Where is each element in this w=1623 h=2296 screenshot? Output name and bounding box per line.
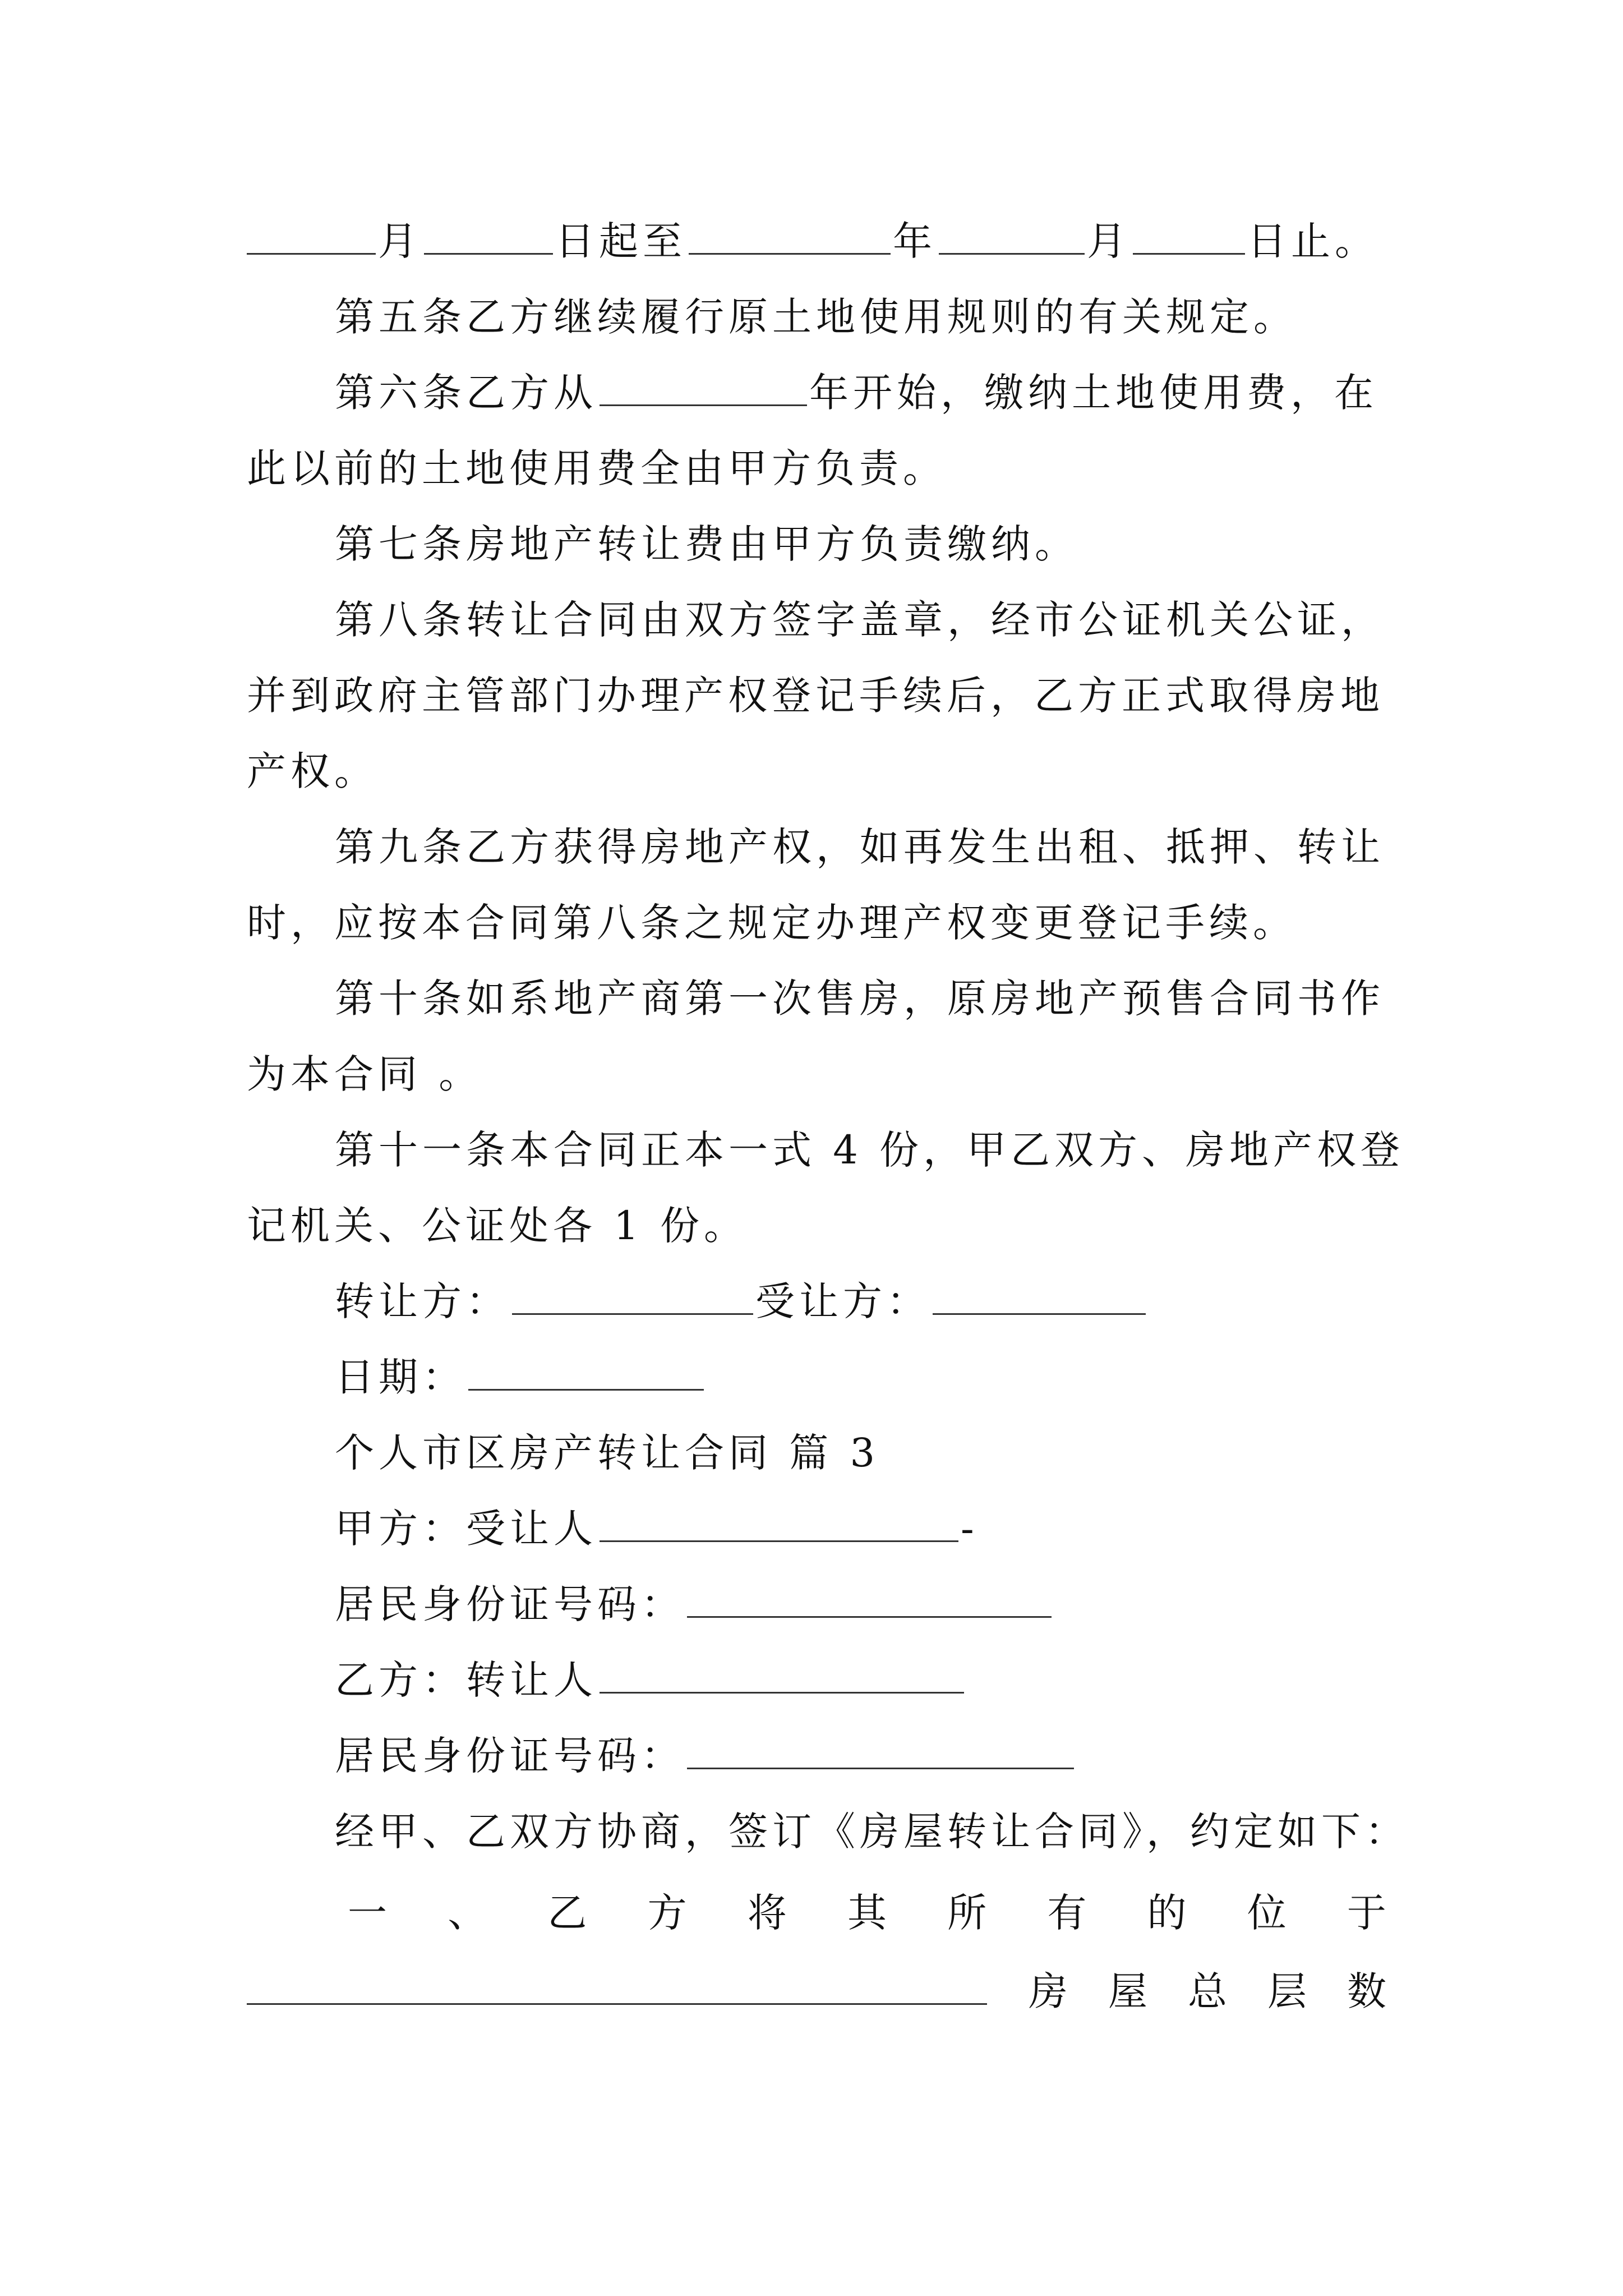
clause-1-char: 一 [348, 1890, 391, 1936]
clause-1-line-2 [247, 1963, 1391, 2019]
party-a-line [335, 1501, 1479, 1557]
article-10-line-2: 为本合同 。 [247, 1051, 483, 1097]
clause-1-tail-char: 层 [1267, 1968, 1311, 2014]
clause-1-char: 将 [747, 1890, 791, 1936]
text-year: 年 [893, 218, 937, 264]
clause-1-char: 位 [1247, 1890, 1291, 1936]
signature-line [335, 1273, 1479, 1329]
clause-1-tail-char: 数 [1347, 1968, 1391, 2014]
text-day-from: 日起至 [555, 218, 686, 264]
clause-1-location-blank[interactable] [247, 1964, 987, 2005]
party-b-id-blank[interactable] [687, 1728, 1074, 1769]
clause-1-tail-words [1029, 1963, 1391, 2019]
clause-1-line-1 [348, 1885, 1391, 1941]
party-a-id-label: 居民身份证号码： [335, 1581, 685, 1627]
blank-month-1[interactable] [247, 214, 376, 255]
clause-1-tail-char: 屋 [1108, 1968, 1152, 2014]
article-9-line-1: 第九条乙方获得房地产权，如再发生出租、抵押、转让 [335, 824, 1385, 870]
date-line [335, 1349, 1479, 1405]
blank-day-1[interactable] [424, 214, 553, 255]
text-month-2: 月 [1087, 218, 1131, 264]
party-a-id-blank[interactable] [687, 1577, 1052, 1618]
article-11-line-2: 记机关、公证处各 1 份。 [247, 1203, 748, 1249]
party-b-line [335, 1652, 1479, 1708]
article-9-line-2: 时，应按本合同第八条之规定办理产权变更登记手续。 [247, 900, 1297, 946]
blank-start-year[interactable] [600, 365, 807, 406]
article-11-line-1: 第十一条本合同正本一式 4 份，甲乙双方、房地产权登 [335, 1127, 1405, 1173]
transferee-label: 受让方： [755, 1278, 930, 1324]
clause-1-char: 所 [947, 1890, 992, 1936]
party-a-id-line [335, 1576, 1479, 1632]
party-b-label: 乙方：转让人 [335, 1657, 597, 1703]
clause-1-char: 其 [847, 1890, 891, 1936]
article-8-line-2: 并到政府主管部门办理产权登记手续后，乙方正式取得房地 [247, 673, 1384, 719]
article-6-line-2: 此以前的土地使用费全由甲方负责。 [247, 445, 947, 491]
party-b-id-label: 居民身份证号码： [335, 1733, 685, 1779]
article-6-part-a: 第六条乙方从 [335, 370, 597, 416]
clause-1-char: 的 [1147, 1890, 1191, 1936]
article-8-line-3: 产权。 [247, 748, 378, 794]
date-blank[interactable] [468, 1350, 704, 1391]
article-7: 第七条房地产转让费由甲方负责缴纳。 [335, 521, 1078, 567]
clause-1-char: 乙 [547, 1890, 592, 1936]
article-5: 第五条乙方继续履行原土地使用规则的有关规定。 [335, 294, 1297, 340]
article-10-line-1: 第十条如系地产商第一次售房，原房地产预售合同书作 [335, 976, 1385, 1022]
text-month-1: 月 [378, 218, 422, 264]
agreement-intro: 经甲、乙双方协商，签订《房屋转让合同》，约定如下： [335, 1809, 1409, 1855]
party-a-dash: - [961, 1506, 979, 1552]
term-dates-line [247, 213, 1391, 269]
date-label: 日期： [335, 1354, 466, 1400]
clause-1-tail-char: 房 [1029, 1968, 1072, 2014]
transferee-blank[interactable] [933, 1274, 1146, 1315]
party-b-id-line [335, 1728, 1479, 1784]
clause-1-char: 于 [1347, 1890, 1391, 1936]
article-6-line-1 [335, 365, 1479, 421]
party-a-label: 甲方：受让人 [335, 1506, 597, 1552]
text-day-to: 日止。 [1247, 218, 1378, 264]
party-b-blank[interactable] [600, 1653, 964, 1694]
clause-1-char: 、 [448, 1890, 492, 1936]
section-title: 个人市区房产转让合同 篇 3 [335, 1430, 880, 1476]
clause-1-tail-char: 总 [1188, 1968, 1232, 2014]
article-8-line-1: 第八条转让合同由双方签字盖章，经市公证机关公证， [335, 597, 1385, 643]
blank-year[interactable] [689, 214, 891, 255]
transferor-blank[interactable] [512, 1274, 753, 1315]
clause-1-char: 有 [1047, 1890, 1091, 1936]
article-6-part-b: 年开始，缴纳土地使用费，在 [809, 370, 1378, 416]
clause-1-char: 方 [647, 1890, 691, 1936]
blank-day-2[interactable] [1133, 214, 1245, 255]
party-a-blank[interactable] [600, 1501, 958, 1542]
blank-month-2[interactable] [939, 214, 1085, 255]
transferor-label: 转让方： [335, 1278, 510, 1324]
